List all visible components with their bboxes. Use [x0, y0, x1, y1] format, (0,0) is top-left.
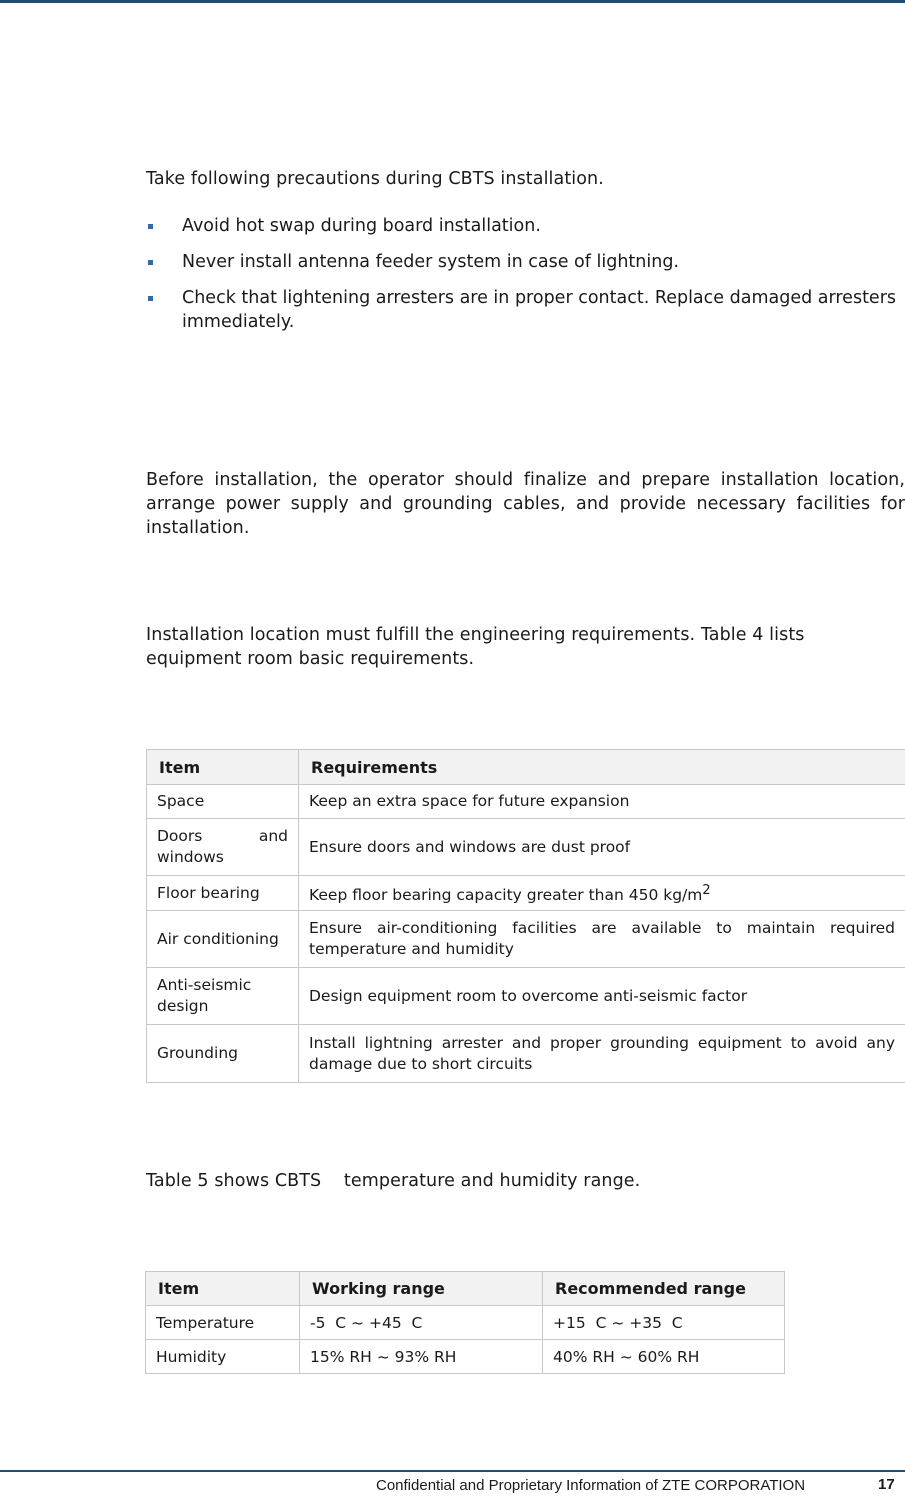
item-cell: Space — [147, 785, 299, 819]
table-row — [147, 876, 905, 911]
footer-rule — [0, 1470, 905, 1472]
before-installation-paragraph: Before installation, the operator should finalize and prepare installation location, arrange power supply and grounding cables, and provide necessary facilities for installation. — [146, 470, 905, 538]
column-header-item: Item — [146, 1272, 300, 1306]
bullet-icon — [148, 296, 153, 301]
requirements-table — [146, 749, 905, 1083]
list-item: Check that lightening arresters are in proper contact. Replace damaged arresters immediately. — [146, 286, 905, 334]
location-paragraph: Installation location must fulfill the engineering requirements. Table 4 lists equipment room basic requirements. — [146, 625, 805, 669]
column-header-recommended-range: Recommended range — [543, 1272, 785, 1306]
item-cell: Humidity — [146, 1340, 300, 1374]
table-row — [147, 1025, 905, 1083]
item-cell: Floor bearing — [147, 876, 299, 911]
header-rule — [0, 0, 905, 3]
requirement-cell: Ensure doors and windows are dust proof — [299, 819, 905, 876]
table-header-row — [147, 750, 905, 785]
item-cell: Anti-seismic design — [147, 968, 299, 1025]
table-row — [147, 785, 905, 819]
footer-confidentiality: Confidential and Proprietary Information of ZTE CORPORATION — [376, 1477, 806, 1494]
table-row — [146, 1306, 785, 1340]
intro-paragraph: Take following precautions during CBTS installation. — [146, 169, 604, 189]
list-item: Never install antenna feeder system in case of lightning. — [146, 250, 905, 274]
page-number: 17 — [878, 1476, 895, 1493]
superscript: 2 — [702, 882, 711, 898]
bullet-icon — [148, 224, 153, 229]
item-cell: Doors and windows — [147, 819, 299, 876]
table-row — [147, 968, 905, 1025]
bullet-icon — [148, 260, 153, 265]
table-row — [147, 911, 905, 968]
requirement-cell: Keep floor bearing capacity greater than 450 $kg/m^2$ — [299, 876, 905, 911]
requirement-cell: Install lightning arrester and proper grounding equipment to avoid any damage due to short circuits — [299, 1025, 905, 1083]
item-cell: Air conditioning — [147, 911, 299, 968]
item-cell: Temperature — [146, 1306, 300, 1340]
requirement-cell: Ensure air-conditioning facilities are available to maintain required temperature and humidity — [299, 911, 905, 968]
recommended-range-cell: 40% RH ~ 60% RH — [543, 1340, 785, 1374]
column-header-working-range: Working range — [300, 1272, 543, 1306]
table-row — [147, 819, 905, 876]
temperature-humidity-table — [145, 1271, 785, 1374]
recommended-range-cell: +15 C ~ +35 C — [543, 1306, 785, 1340]
table-header-row — [146, 1272, 785, 1306]
precautions-list — [146, 214, 905, 346]
table-row — [146, 1340, 785, 1374]
list-item: Avoid hot swap during board installation. — [146, 214, 905, 238]
working-range-cell: 15% RH ~ 93% RH — [300, 1340, 543, 1374]
item-cell: Grounding — [147, 1025, 299, 1083]
requirement-cell: Design equipment room to overcome anti-seismic factor — [299, 968, 905, 1025]
table5-paragraph: Table 5 shows CBTS temperature and humidity range. — [146, 1171, 641, 1191]
column-header-item: Item — [147, 750, 299, 785]
column-header-requirements: Requirements — [299, 750, 905, 785]
requirement-cell: Keep an extra space for future expansion — [299, 785, 905, 819]
working-range-cell: -5 C ~ +45 C — [300, 1306, 543, 1340]
